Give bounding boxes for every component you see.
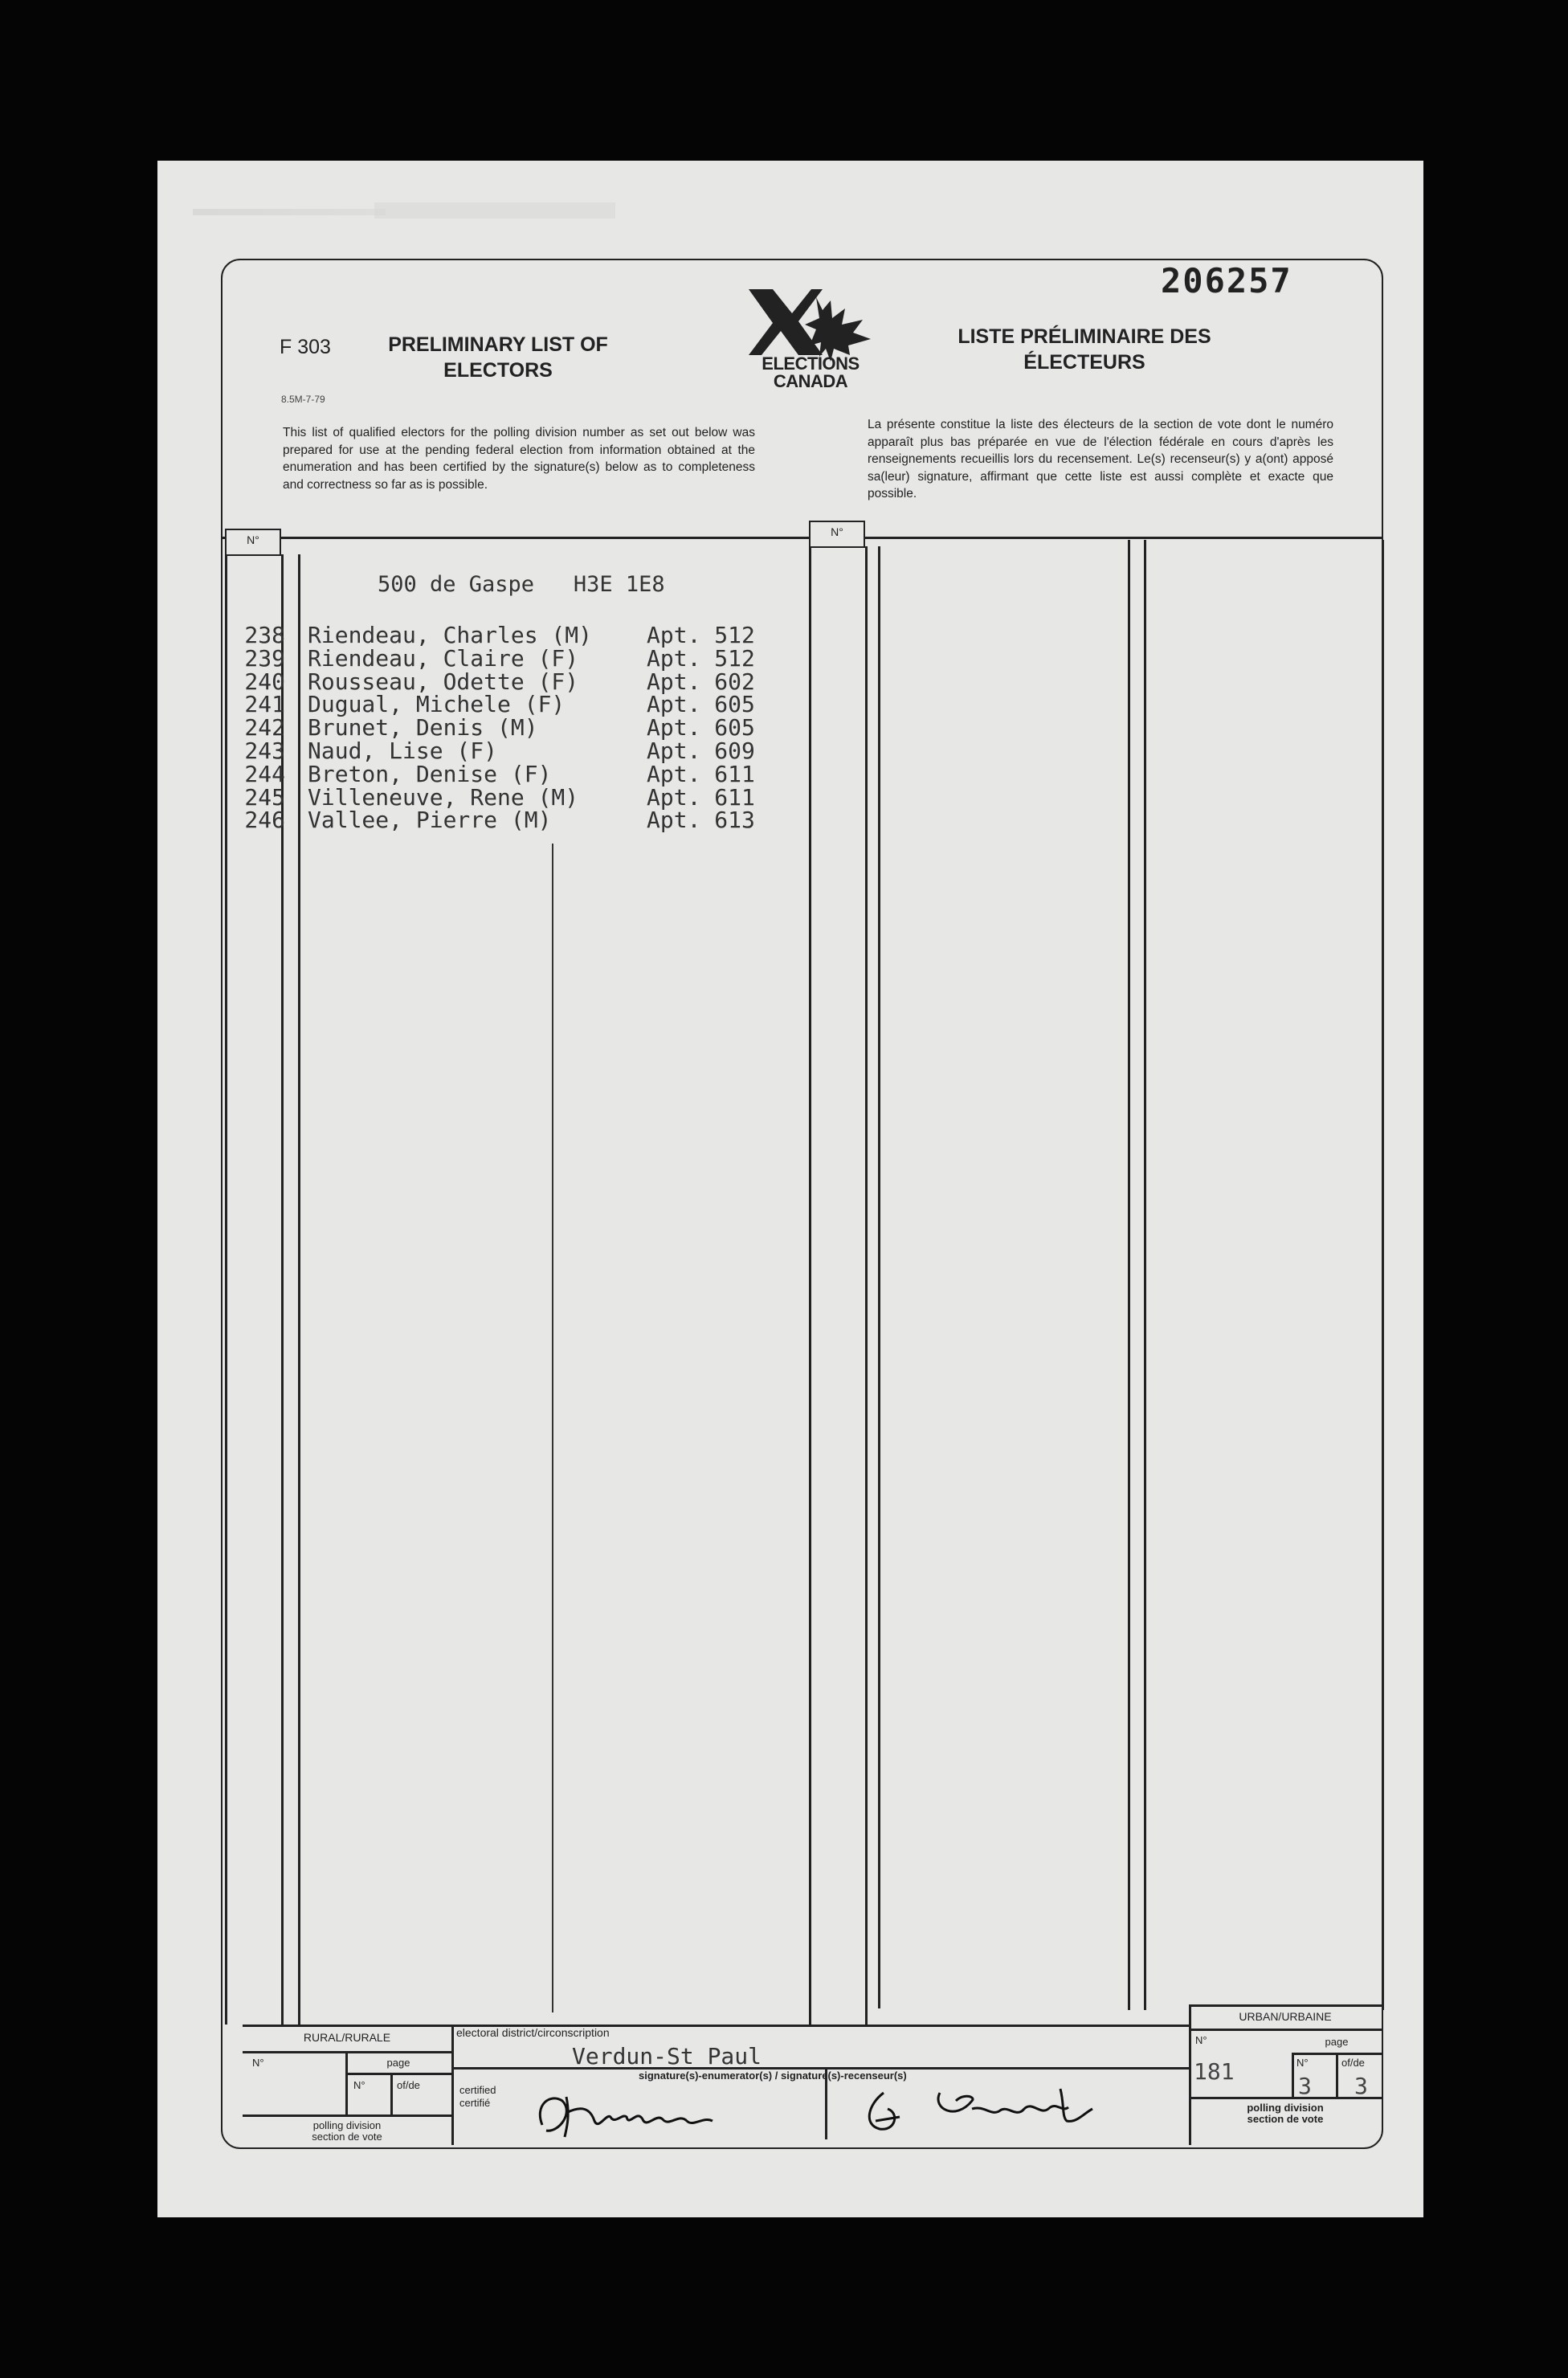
- certified-label-fr: certifié: [459, 2097, 491, 2109]
- rural-polling-label-2: section de vote: [312, 2131, 382, 2143]
- elections-canada-logo: [742, 289, 879, 398]
- elector-apartment: Apt. 512: [647, 644, 755, 672]
- footer-divider: [243, 2114, 451, 2117]
- footer-urban-divider: [1189, 2004, 1382, 2007]
- elector-apartment: Apt. 605: [647, 714, 755, 742]
- title-french: LISTE PRÉLIMINAIRE DES ÉLECTEURS: [958, 325, 1211, 374]
- elector-apartment: Apt. 611: [647, 760, 755, 787]
- footer-top-divider: [243, 2025, 1190, 2027]
- rural-page-no-label: N°: [353, 2079, 365, 2091]
- serial-number: 206257: [1161, 261, 1292, 300]
- urban-of-label: of/de: [1341, 2057, 1365, 2069]
- rural-label: RURAL/RURALE: [303, 2031, 391, 2044]
- elector-number: 243: [244, 738, 285, 764]
- elector-number: 244: [244, 760, 285, 787]
- rural-of-label: of/de: [397, 2079, 420, 2091]
- elector-number: 241: [244, 691, 285, 718]
- form-number: F 303: [280, 336, 331, 358]
- elector-apartment: Apt. 602: [647, 668, 755, 695]
- footer-rule: [390, 2073, 393, 2114]
- column-rule: [1382, 540, 1384, 2010]
- elector-number: 238: [244, 622, 285, 648]
- column-rule: [865, 546, 868, 2026]
- footer-rule: [1336, 2053, 1338, 2097]
- urban-label: URBAN/URBAINE: [1239, 2010, 1332, 2023]
- column-rule: [1144, 540, 1146, 2010]
- district-value: Verdun-St Paul: [572, 2043, 762, 2070]
- column-rule: [298, 554, 300, 2025]
- elector-name: Villeneuve, Rene (M): [308, 783, 579, 811]
- elector-apartment: Apt. 605: [647, 691, 755, 718]
- handwritten-stroke: [552, 844, 553, 2012]
- enumerator-signature-1: [534, 2081, 727, 2145]
- elector-apartment: Apt. 512: [647, 622, 755, 648]
- elector-number: 239: [244, 644, 285, 672]
- signature-label: signature(s)-enumerator(s) / signature(s)-recenseur(s): [639, 2070, 907, 2082]
- rural-no-label: N°: [252, 2057, 264, 2069]
- elector-name: Dugual, Michele (F): [308, 691, 566, 718]
- footer-divider: [1292, 2053, 1382, 2055]
- column-rule: [809, 546, 811, 2026]
- rural-polling-label-1: polling division: [312, 2119, 382, 2131]
- elector-name: Riendeau, Claire (F): [308, 644, 579, 672]
- col-no-label-left: N°: [247, 533, 259, 546]
- elector-number: 245: [244, 783, 285, 811]
- elector-apartment: Apt. 609: [647, 738, 755, 764]
- elector-number: 242: [244, 714, 285, 742]
- building-address: 500 de Gaspe H3E 1E8: [378, 572, 665, 597]
- elector-apartment: Apt. 611: [647, 783, 755, 811]
- header-divider: [223, 537, 1382, 539]
- urban-page-label: page: [1325, 2036, 1349, 2048]
- elector-apartment: Apt. 613: [647, 807, 755, 834]
- col-no-label-right: N°: [831, 525, 843, 538]
- column-rule: [225, 554, 227, 2025]
- elector-number: 240: [244, 668, 285, 695]
- urban-no-label: N°: [1195, 2034, 1207, 2046]
- footer-divider: [1189, 2097, 1382, 2099]
- form-frame: [221, 259, 1383, 2149]
- column-rule: [1128, 540, 1130, 2010]
- intro-text-french: La présente constitue la liste des électeurs de la section de vote dont le numéro apparaît plus bas préparée en vue de l'élection fédérale en cours d'après les renseignements recueillis lors du recensement. Le(s) recenseur(s) y a(ont) apposé sa(leur) signature, affirmant que cette liste est aussi complète et exacte que possible.: [868, 418, 1333, 501]
- footer-divider: [1189, 2029, 1382, 2031]
- enumerator-signature-2: [851, 2077, 1100, 2145]
- scan-marks: [193, 209, 386, 215]
- scan-marks-right: [374, 202, 615, 219]
- urban-page-number: 3: [1298, 2073, 1312, 2099]
- elector-name: Vallee, Pierre (M): [308, 807, 552, 834]
- urban-page-total: 3: [1354, 2073, 1368, 2099]
- print-code: 8.5M-7-79: [281, 394, 325, 405]
- column-rule: [878, 546, 880, 2008]
- footer-rule: [1292, 2053, 1294, 2097]
- elector-number: 246: [244, 807, 285, 834]
- urban-polling-number: 181: [1194, 2058, 1235, 2085]
- elector-name: Brunet, Denis (M): [308, 714, 538, 742]
- logo-text-canada: CANADA: [773, 371, 848, 391]
- elector-name: Naud, Lise (F): [308, 738, 498, 764]
- maple-leaf-x-icon: [742, 289, 879, 362]
- certified-label-en: certified: [459, 2084, 496, 2096]
- footer-divider: [345, 2073, 451, 2075]
- footer-rule: [451, 2025, 454, 2145]
- elector-name: Breton, Denise (F): [308, 760, 552, 787]
- urban-polling-label-2: section de vote: [1247, 2113, 1324, 2125]
- elector-name: Riendeau, Charles (M): [308, 622, 593, 648]
- logo-text-elections: ELECTIONS: [762, 353, 860, 374]
- rural-page-label: page: [386, 2057, 410, 2069]
- urban-page-no-label: N°: [1296, 2057, 1309, 2069]
- elector-name: Rousseau, Odette (F): [308, 668, 579, 695]
- district-label: electoral district/circonscription: [456, 2026, 610, 2039]
- intro-text-english: This list of qualified electors for the polling division number as set out below was prepared for use at the pending federal election from information obtained at the enumeration and has been certified by the signature(s) below as to completeness and correctness so far as is possible.: [283, 426, 755, 492]
- title-english: PRELIMINARY LIST OF ELECTORS: [388, 333, 608, 382]
- urban-polling-label-1: polling division: [1247, 2102, 1324, 2114]
